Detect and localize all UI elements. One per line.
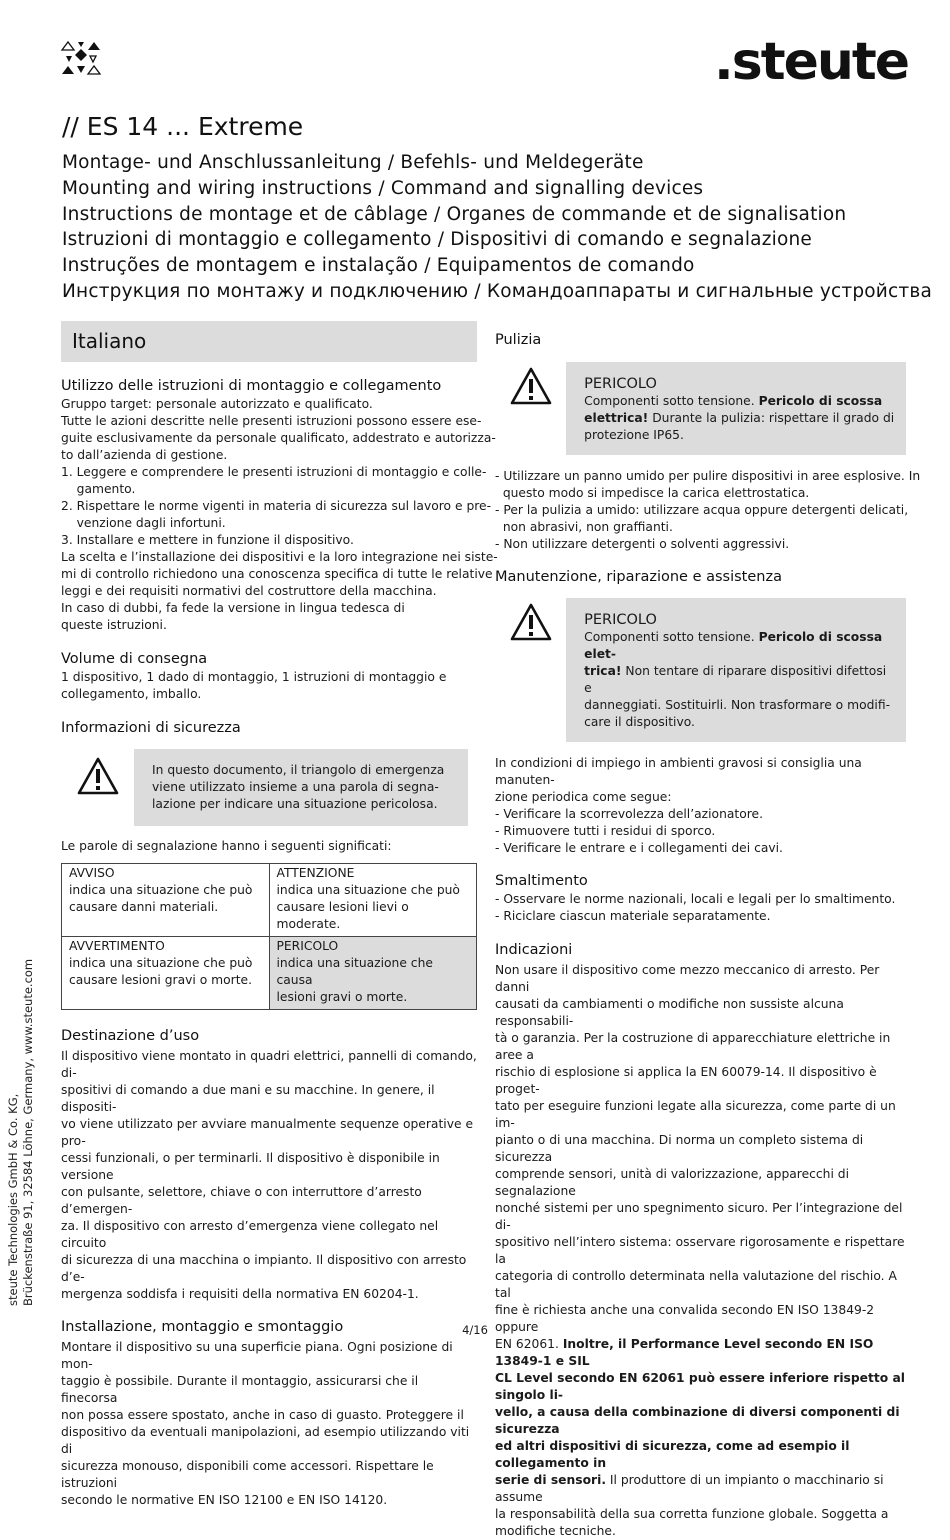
maintenance-danger-box — [495, 598, 906, 742]
subtitle-ru: Инструкция по монтажу и подключению / Командоаппараты и сигнальные устройства — [62, 280, 932, 302]
section-heading-notes: Indicazioni — [495, 942, 573, 958]
text-line: - Non utilizzare detergenti o solventi aggressivi. — [495, 537, 790, 551]
subtitle-fr: Instructions de montage et de câblage / Organes de commande et de signalisation — [62, 203, 847, 225]
text-line: di sicurezza di una macchina o impianto. Il dispositivo con arresto d’e- — [61, 1253, 467, 1284]
company-address: steute Technologies GmbH & Co. KG, Brückenstraße 91, 32584 Löhne, Germany, www.steute.com — [6, 958, 35, 1306]
text-line: questo modo si impedisce la carica elettrostatica. — [495, 486, 810, 500]
section-heading-installation: Installazione, montaggio e smontaggio — [61, 1319, 344, 1335]
section-heading-safety: Informazioni di sicurezza — [61, 720, 241, 736]
section-heading-disposal: Smaltimento — [495, 873, 588, 889]
text-line: Gruppo target: personale autorizzato e qualificato. — [61, 397, 373, 411]
text-line: guite esclusivamente da personale qualificato, addestrato e autorizza- — [61, 431, 496, 445]
subtitle-en: Mounting and wiring instructions / Command and signalling devices — [62, 177, 704, 199]
text-line: spositivi di comando a due mani e su macchine. In genere, il dispositi- — [61, 1083, 435, 1114]
text-line: Il dispositivo viene montato in quadri elettrici, pannelli di comando, di- — [61, 1049, 477, 1080]
section-heading-cleaning: Pulizia — [495, 332, 542, 348]
text-line: 3. Installare e mettere in funzione il dispositivo. — [61, 533, 354, 547]
text-line: La scelta e l’installazione dei dispositivi e la loro integrazione nei siste- — [61, 550, 498, 564]
text-line: Tutte le azioni descritte nelle presenti istruzioni possono essere ese- — [61, 414, 482, 428]
text-line: - Per la pulizia a umido: utilizzare acqua oppure detergenti delicati, — [495, 503, 909, 517]
delivery-text — [61, 669, 477, 703]
bold-text: CL Level secondo EN 62061 può essere inferiore rispetto al singolo li- — [495, 1371, 905, 1402]
subtitle-pt: Instruções de montagem e instalação / Equipamentos de comando — [62, 255, 695, 277]
section-heading-delivery: Volume di consegna — [61, 651, 208, 667]
maintenance-danger-text: PERICOLO Componenti sotto tensione. Pericolo di scossa elet- trica! Non tentare di riparare dispositivi difettosi e danneggiati. Sostituirli. Non trasformare o modifi- care il dispositivo. — [566, 598, 906, 742]
steute-logo-icon — [60, 40, 102, 76]
document-title: // ES 14 ... Extreme — [62, 112, 304, 141]
warning-icon — [61, 749, 134, 826]
text-line: - Rimuovere tutti i residui di sporco. — [495, 824, 716, 838]
text-line: queste istruzioni. — [61, 618, 167, 632]
danger-label: PERICOLO — [584, 376, 657, 392]
notes-text — [495, 962, 906, 1540]
text-line: - Verificare la scorrevolezza dell’azionatore. — [495, 807, 763, 821]
text-line: gamento. — [61, 482, 136, 496]
text-line: secondo le normative EN ISO 12100 e EN ISO 14120. — [61, 1493, 388, 1507]
brand-logo: .steute — [714, 32, 908, 92]
subtitle-list — [62, 150, 932, 305]
text-line: pianto o di una macchina. Di norma un completo sistema di sicurezza — [495, 1133, 864, 1164]
text-line: zione periodica come segue: — [495, 790, 672, 804]
text-line: - Riciclare ciascun materiale separatamente. — [495, 909, 771, 923]
text-line: non possa essere spostato, anche in caso di guasto. Proteggere il — [61, 1408, 464, 1422]
text-line: nonché sistemi per uno spegnimento sicuro. Per l’integrazione del di- — [495, 1201, 903, 1232]
bold-text: Inoltre, il Performance Level secondo EN ISO 13849-1 e SIL — [495, 1337, 874, 1368]
table-cell-avviso: AVVISO indica una situazione che può causare danni materiali. — [62, 864, 270, 937]
text-line: tato per eseguire funzioni legate alla sicurezza, come parte di un im- — [495, 1099, 896, 1130]
page-number: 4/16 — [462, 1323, 488, 1337]
text-line: categoria di controllo determinata nella valutazione del rischio. A tal — [495, 1269, 897, 1300]
text-line: causati da cambiamenti o modifiche non sussiste alcuna responsabili- — [495, 997, 844, 1028]
text-line: sicurezza monouso, disponibili come accessori. Rispettare le istruzioni — [61, 1459, 434, 1490]
text-line: leggi e dei requisiti normativi del costruttore della macchina. — [61, 584, 437, 598]
intended-use-text — [61, 1048, 477, 1303]
text-line: non abrasivi, non graffianti. — [495, 520, 673, 534]
text-line: mi di controllo richiedono una conoscenza specifica di tutte le relative — [61, 567, 493, 581]
text-line: mergenza soddisfa i requisiti della normativa EN 60204-1. — [61, 1287, 419, 1301]
safety-info-text — [134, 749, 468, 826]
text-line: collegamento, imballo. — [61, 687, 202, 701]
text-line: In questo documento, il triangolo di emergenza — [152, 763, 445, 777]
danger-label: PERICOLO — [584, 612, 657, 628]
table-row — [62, 864, 477, 937]
text-line: EN 62061. — [495, 1337, 563, 1351]
text-line: taggio è possibile. Durante il montaggio, assicurarsi che il finecorsa — [61, 1374, 419, 1405]
maintenance-text — [495, 755, 906, 857]
text-line: lazione per indicare una situazione pericolosa. — [152, 797, 438, 811]
text-line: 1 dispositivo, 1 dado di montaggio, 1 istruzioni di montaggio e — [61, 670, 447, 684]
text-line: - Verificare le entrare e i collegamenti dei cavi. — [495, 841, 783, 855]
text-line: - Osservare le norme nazionali, locali e legali per lo smaltimento. — [495, 892, 896, 906]
table-cell-pericolo: PERICOLO indica una situazione che causa lesioni gravi o morte. — [269, 937, 477, 1010]
text-line: viene utilizzato insieme a una parola di segna- — [152, 780, 439, 794]
text-line: Non usare il dispositivo come mezzo meccanico di arresto. Per danni — [495, 963, 880, 994]
installation-text — [61, 1339, 477, 1509]
section-heading-usage: Utilizzo delle istruzioni di montaggio e collegamento — [61, 378, 442, 394]
text-line: - Utilizzare un panno umido per pulire dispositivi in aree esplosive. In — [495, 469, 921, 483]
bold-text: ed altri dispositivi di sicurezza, come ad esempio il collegamento in — [495, 1439, 850, 1470]
safety-info-box — [61, 749, 477, 826]
text-line: Montare il dispositivo su una superficie piana. Ogni posizione di mon- — [61, 1340, 453, 1371]
text-line: vo viene utilizzato per avviare manualmente sequenze operative e pro- — [61, 1117, 474, 1148]
text-line: comprende sensori, unità di valorizzazione, apparecchi di segnalazione — [495, 1167, 850, 1198]
table-cell-attenzione: ATTENZIONE indica una situazione che può causare lesioni lievi o moderate. — [269, 864, 477, 937]
text-line: tà o garanzia. Per la costruzione di apparecchiature elettriche in aree a — [495, 1031, 891, 1062]
bold-text: serie di sensori. — [495, 1473, 606, 1487]
text-line: In condizioni di impiego in ambienti gravosi si consiglia una manuten- — [495, 756, 862, 787]
text-line: con pulsante, selettore, chiave o con interruttore d’arresto d’emergen- — [61, 1185, 422, 1216]
text-line: dispositivo da eventuali manipolazioni, ad esempio utilizzando viti di — [61, 1425, 470, 1456]
warning-icon — [495, 598, 566, 742]
signal-words-intro: Le parole di segnalazione hanno i seguenti significati: — [61, 839, 392, 853]
warning-icon — [495, 362, 566, 455]
cleaning-text — [495, 468, 921, 553]
disposal-text — [495, 891, 906, 925]
subtitle-it: Istruzioni di montaggio e collegamento / Dispositivi di comando e segnalazione — [62, 229, 812, 251]
text-line: Il produttore di un impianto o macchinario si assume — [495, 1473, 884, 1504]
bold-text: vello, a causa della combinazione di diversi componenti di sicurezza — [495, 1405, 900, 1436]
text-line: 1. Leggere e comprendere le presenti istruzioni di montaggio e colle- — [61, 465, 487, 479]
signal-words-table — [61, 863, 477, 1010]
subtitle-de: Montage- und Anschlussanleitung / Befehls- und Meldegeräte — [62, 152, 644, 173]
text-line: cessi funzionali, o per terminarli. Il dispositivo è disponibile in versione — [61, 1151, 440, 1182]
right-column — [495, 321, 921, 1540]
cleaning-danger-text: PERICOLO Componenti sotto tensione. Pericolo di scossa elettrica! Durante la pulizia: rispettare il grado di protezione IP65. — [566, 362, 906, 455]
table-row — [62, 937, 477, 1010]
text-line: In caso di dubbi, fa fede la versione in lingua tedesca di — [61, 601, 405, 615]
text-line: fine è richiesta anche una convalida secondo EN ISO 13849-2 oppure — [495, 1303, 875, 1334]
text-line: rischio di esplosione si applica la EN 60079-14. Il dispositivo è proget- — [495, 1065, 877, 1096]
text-line: la responsabilità della sua corretta funzione globale. Soggetta a — [495, 1507, 889, 1521]
text-line: modifiche tecniche. — [495, 1524, 616, 1538]
section-heading-intended-use: Destinazione d’uso — [61, 1028, 200, 1044]
cleaning-danger-box — [495, 362, 906, 455]
section-heading-maintenance: Manutenzione, riparazione e assistenza — [495, 569, 782, 585]
text-line: venzione dagli infortuni. — [61, 516, 226, 530]
text-line: spositivo nell’intero sistema: osservare rigorosamente e rispettare la — [495, 1235, 905, 1266]
text-line: 2. Rispettare le norme vigenti in materia di sicurezza sul lavoro e pre- — [61, 499, 492, 513]
text-line: to dall’azienda di gestione. — [61, 448, 228, 462]
usage-text — [61, 396, 498, 634]
language-header: Italiano — [61, 321, 477, 362]
table-cell-avvertimento: AVVERTIMENTO indica una situazione che può causare lesioni gravi o morte. — [62, 937, 270, 1010]
text-line: za. Il dispositivo con arresto d’emergenza viene collegato nel circuito — [61, 1219, 439, 1250]
